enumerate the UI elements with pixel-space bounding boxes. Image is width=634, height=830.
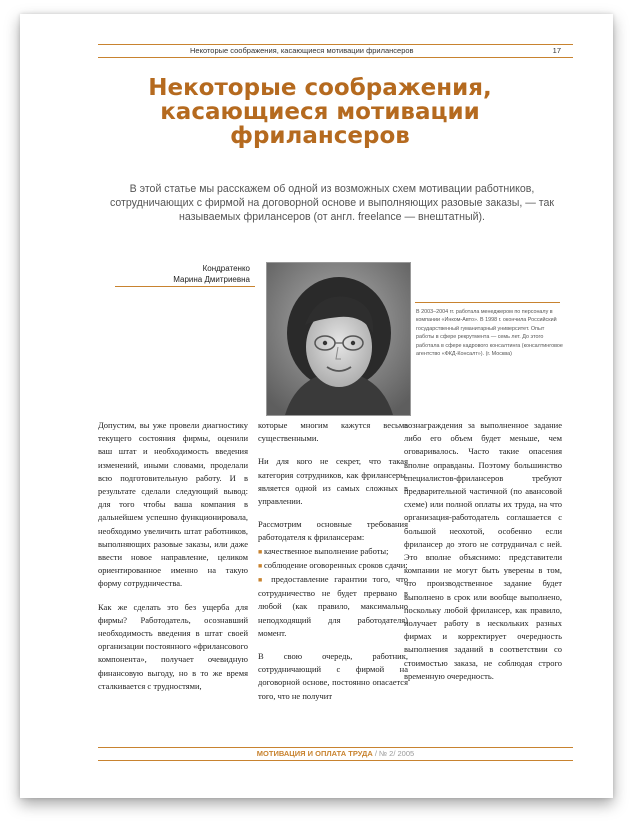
author-portrait-image <box>267 263 410 415</box>
author-photo <box>266 262 411 416</box>
bullet-text: соблюдение оговоренных сроков сдачи; <box>263 559 408 570</box>
paragraph: В свою очередь, работник, сотрудничающий с фирмой на договорной основе, постоянно опасается того, что не получит <box>258 651 408 701</box>
running-head <box>98 44 573 58</box>
bullet-item <box>258 545 408 559</box>
bullet-text: качественное выполнение работы; <box>263 545 389 556</box>
running-head-title: Некоторые соображения, касающиеся мотивации фрилансеров <box>190 46 414 55</box>
text-column-2 <box>258 419 408 713</box>
author-divider <box>115 286 255 287</box>
author-bio: В 2003–2004 гг. работала менеджером по персоналу в компании «Инком-Авто». В 1998 г. окончила Российский государственный гуманитарный университет. Опыт работы в сфере рекрутмента — семь лет. До этого работала в сфере кадрового консалтинга (консалтинговое агентство «ФКД-Консалт»). (г. Москва) <box>416 309 563 358</box>
paragraph: Допустим, вы уже провели диагностику текущего состояния фирмы, оценили ваш штат и необходимость введения изменений, иными словами, проделали всю подготовительную работу. И в результате сделали следующий вывод: для того чтобы ваша компания в дальнейшем успешно функционировала, необходимо увеличить штат работников, выполняющих разовые заказы, или даже ввести новое направление, целиком ориентированное именно на такую форму сотрудничества. <box>98 420 248 589</box>
article-lead: В этой статье мы расскажем об одной из возможных схем мотивации работников, сотрудничающих с фирмой на договорной основе и выполняющих разовые заказы, — так называемых фрилансеров (от англ. freelance — внештатный). <box>109 183 555 223</box>
text-column-1 <box>98 419 248 703</box>
article-title: Некоторые соображения, касающиеся мотивации фрилансеров <box>148 75 492 149</box>
page-number: 17 <box>552 46 561 55</box>
bullet-text: предоставление гарантии того, что сотрудничество не будет прервано в любой (как правило, максимально неподходящий для работодателя) момент. <box>258 574 408 638</box>
bio-divider <box>415 302 560 303</box>
paragraph: Как же сделать это без ущерба для фирмы? Работодатель, осознавший необходимость введения в штат своей организации постоянного «фрилансового компонента», получает очевидную финансовую выгоду, но в то же время сталкивается с трудностями, <box>98 601 249 691</box>
paragraph: Рассмотрим основные требования работодателя к фрилансерам: <box>258 519 408 543</box>
footer-magazine-name: МОТИВАЦИЯ И ОПЛАТА ТРУДА <box>256 749 373 758</box>
text-column-3 <box>404 419 562 693</box>
footer-issue: / № 2/ 2005 <box>372 749 415 758</box>
author-name: Кондратенко Марина Дмитриевна <box>173 264 250 284</box>
bullet-item <box>258 559 408 573</box>
paragraph: которые многим кажутся весьма существенными. <box>258 420 408 444</box>
paragraph: вознаграждения за выполненное задание либо его объем будет меньше, чем оговаривалось. Часто такие опасения вполне оправданы. Поэтому большинство специалистов-фрилансеров требуют предварительной частичной (по авансовой схеме) или полной оплаты их труда, на что организация-работодатель соглашается с большой неохотой, особенно если фрилансер до этого не сотрудничал с ней. Это вполне объяснимо: представители компании не могут быть уверены в том, что производственное задание будет выполнено в срок или вообще выполнено, поскольку любой фрилансер, как правило, получает работу в нескольких разных фирмах и корректирует очередность выполнения заданий в соответствии со стоимостью заказа, не соблюдая строго временную очередность. <box>404 420 562 681</box>
page-footer <box>98 747 573 761</box>
magazine-page <box>20 14 613 798</box>
bullet-item <box>258 573 408 640</box>
paragraph: Ни для кого не секрет, что такая категория сотрудников, как фрилансеры, является одной из самых сложных в управлении. <box>258 456 408 507</box>
